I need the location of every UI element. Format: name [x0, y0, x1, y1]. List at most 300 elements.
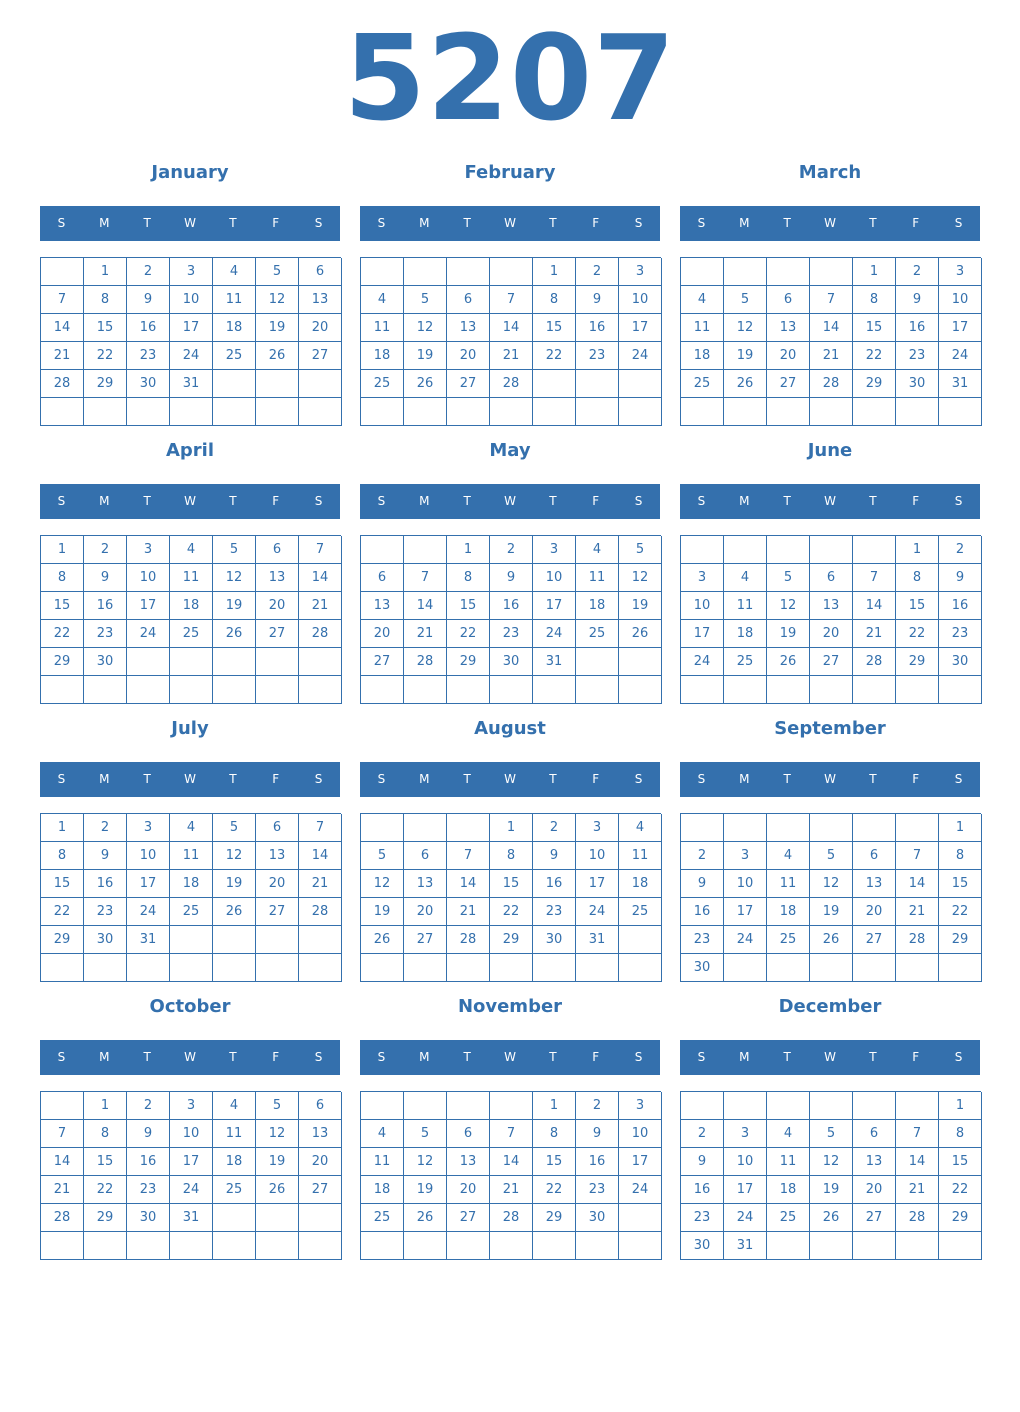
day-cell[interactable]: 21: [447, 898, 490, 926]
day-cell[interactable]: 3: [533, 536, 576, 564]
day-cell[interactable]: 15: [533, 1148, 576, 1176]
day-cell[interactable]: 18: [767, 898, 810, 926]
day-cell[interactable]: 4: [576, 536, 619, 564]
day-cell[interactable]: 8: [939, 1120, 982, 1148]
day-cell[interactable]: 27: [299, 342, 342, 370]
day-cell[interactable]: 18: [681, 342, 724, 370]
day-cell[interactable]: 28: [41, 1204, 84, 1232]
day-cell[interactable]: 25: [361, 1204, 404, 1232]
day-cell[interactable]: 31: [170, 370, 213, 398]
day-cell[interactable]: 26: [361, 926, 404, 954]
day-cell[interactable]: 7: [896, 842, 939, 870]
day-cell[interactable]: 9: [896, 286, 939, 314]
day-cell[interactable]: 7: [41, 1120, 84, 1148]
day-cell[interactable]: 9: [127, 1120, 170, 1148]
day-cell[interactable]: 17: [724, 898, 767, 926]
day-cell[interactable]: 30: [490, 648, 533, 676]
day-cell[interactable]: 10: [127, 842, 170, 870]
day-cell[interactable]: 7: [810, 286, 853, 314]
day-cell[interactable]: 21: [896, 898, 939, 926]
day-cell[interactable]: 3: [619, 258, 662, 286]
day-cell[interactable]: 8: [896, 564, 939, 592]
day-cell[interactable]: 23: [576, 1176, 619, 1204]
day-cell[interactable]: 2: [127, 1092, 170, 1120]
day-cell[interactable]: 15: [533, 314, 576, 342]
day-cell[interactable]: 12: [724, 314, 767, 342]
day-cell[interactable]: 4: [361, 286, 404, 314]
day-cell[interactable]: 11: [681, 314, 724, 342]
day-cell[interactable]: 28: [41, 370, 84, 398]
day-cell[interactable]: 15: [939, 870, 982, 898]
day-cell[interactable]: 31: [127, 926, 170, 954]
day-cell[interactable]: 6: [447, 286, 490, 314]
day-cell[interactable]: 26: [256, 342, 299, 370]
day-cell[interactable]: 18: [619, 870, 662, 898]
day-cell[interactable]: 1: [853, 258, 896, 286]
day-cell[interactable]: 9: [533, 842, 576, 870]
day-cell[interactable]: 13: [810, 592, 853, 620]
day-cell[interactable]: 22: [896, 620, 939, 648]
day-cell[interactable]: 7: [490, 286, 533, 314]
day-cell[interactable]: 25: [767, 926, 810, 954]
day-cell[interactable]: 6: [447, 1120, 490, 1148]
day-cell[interactable]: 28: [896, 1204, 939, 1232]
day-cell[interactable]: 6: [361, 564, 404, 592]
day-cell[interactable]: 13: [853, 1148, 896, 1176]
day-cell[interactable]: 27: [767, 370, 810, 398]
day-cell[interactable]: 24: [576, 898, 619, 926]
day-cell[interactable]: 29: [490, 926, 533, 954]
day-cell[interactable]: 23: [533, 898, 576, 926]
day-cell[interactable]: 14: [447, 870, 490, 898]
day-cell[interactable]: 16: [533, 870, 576, 898]
day-cell[interactable]: 19: [256, 1148, 299, 1176]
day-cell[interactable]: 19: [213, 870, 256, 898]
day-cell[interactable]: 27: [447, 370, 490, 398]
day-cell[interactable]: 23: [681, 926, 724, 954]
day-cell[interactable]: 5: [213, 814, 256, 842]
day-cell[interactable]: 20: [299, 1148, 342, 1176]
day-cell[interactable]: 9: [127, 286, 170, 314]
day-cell[interactable]: 13: [256, 842, 299, 870]
day-cell[interactable]: 28: [404, 648, 447, 676]
day-cell[interactable]: 3: [681, 564, 724, 592]
day-cell[interactable]: 10: [170, 1120, 213, 1148]
day-cell[interactable]: 6: [404, 842, 447, 870]
day-cell[interactable]: 16: [84, 592, 127, 620]
day-cell[interactable]: 1: [490, 814, 533, 842]
day-cell[interactable]: 25: [576, 620, 619, 648]
day-cell[interactable]: 3: [127, 536, 170, 564]
day-cell[interactable]: 10: [576, 842, 619, 870]
day-cell[interactable]: 8: [41, 842, 84, 870]
day-cell[interactable]: 16: [681, 898, 724, 926]
day-cell[interactable]: 15: [447, 592, 490, 620]
day-cell[interactable]: 3: [170, 1092, 213, 1120]
day-cell[interactable]: 19: [404, 1176, 447, 1204]
day-cell[interactable]: 29: [84, 1204, 127, 1232]
day-cell[interactable]: 28: [447, 926, 490, 954]
day-cell[interactable]: 9: [576, 286, 619, 314]
day-cell[interactable]: 7: [490, 1120, 533, 1148]
day-cell[interactable]: 12: [767, 592, 810, 620]
day-cell[interactable]: 11: [767, 1148, 810, 1176]
day-cell[interactable]: 14: [490, 1148, 533, 1176]
day-cell[interactable]: 13: [299, 286, 342, 314]
day-cell[interactable]: 27: [299, 1176, 342, 1204]
day-cell[interactable]: 10: [619, 1120, 662, 1148]
day-cell[interactable]: 10: [724, 870, 767, 898]
day-cell[interactable]: 8: [41, 564, 84, 592]
day-cell[interactable]: 9: [84, 564, 127, 592]
day-cell[interactable]: 1: [939, 1092, 982, 1120]
day-cell[interactable]: 29: [853, 370, 896, 398]
day-cell[interactable]: 26: [404, 1204, 447, 1232]
day-cell[interactable]: 31: [170, 1204, 213, 1232]
day-cell[interactable]: 17: [681, 620, 724, 648]
day-cell[interactable]: 9: [576, 1120, 619, 1148]
day-cell[interactable]: 30: [127, 370, 170, 398]
day-cell[interactable]: 4: [170, 536, 213, 564]
day-cell[interactable]: 21: [299, 592, 342, 620]
day-cell[interactable]: 1: [533, 258, 576, 286]
day-cell[interactable]: 10: [939, 286, 982, 314]
day-cell[interactable]: 30: [127, 1204, 170, 1232]
day-cell[interactable]: 14: [896, 1148, 939, 1176]
day-cell[interactable]: 28: [490, 1204, 533, 1232]
day-cell[interactable]: 28: [853, 648, 896, 676]
day-cell[interactable]: 30: [576, 1204, 619, 1232]
day-cell[interactable]: 22: [84, 342, 127, 370]
day-cell[interactable]: 3: [170, 258, 213, 286]
day-cell[interactable]: 13: [853, 870, 896, 898]
day-cell[interactable]: 15: [84, 314, 127, 342]
day-cell[interactable]: 22: [447, 620, 490, 648]
day-cell[interactable]: 22: [939, 1176, 982, 1204]
day-cell[interactable]: 19: [256, 314, 299, 342]
day-cell[interactable]: 29: [533, 1204, 576, 1232]
day-cell[interactable]: 6: [810, 564, 853, 592]
day-cell[interactable]: 7: [41, 286, 84, 314]
day-cell[interactable]: 26: [619, 620, 662, 648]
day-cell[interactable]: 4: [681, 286, 724, 314]
day-cell[interactable]: 13: [299, 1120, 342, 1148]
day-cell[interactable]: 16: [681, 1176, 724, 1204]
day-cell[interactable]: 22: [41, 898, 84, 926]
day-cell[interactable]: 26: [810, 1204, 853, 1232]
day-cell[interactable]: 6: [853, 1120, 896, 1148]
day-cell[interactable]: 21: [404, 620, 447, 648]
day-cell[interactable]: 5: [724, 286, 767, 314]
day-cell[interactable]: 11: [213, 286, 256, 314]
day-cell[interactable]: 20: [853, 898, 896, 926]
day-cell[interactable]: 11: [170, 564, 213, 592]
day-cell[interactable]: 12: [810, 870, 853, 898]
day-cell[interactable]: 14: [299, 564, 342, 592]
day-cell[interactable]: 31: [939, 370, 982, 398]
day-cell[interactable]: 10: [127, 564, 170, 592]
day-cell[interactable]: 14: [490, 314, 533, 342]
day-cell[interactable]: 20: [256, 592, 299, 620]
day-cell[interactable]: 6: [256, 536, 299, 564]
day-cell[interactable]: 11: [213, 1120, 256, 1148]
day-cell[interactable]: 13: [447, 314, 490, 342]
day-cell[interactable]: 1: [939, 814, 982, 842]
day-cell[interactable]: 14: [896, 870, 939, 898]
day-cell[interactable]: 31: [724, 1232, 767, 1260]
day-cell[interactable]: 23: [127, 342, 170, 370]
day-cell[interactable]: 11: [361, 314, 404, 342]
day-cell[interactable]: 22: [533, 342, 576, 370]
day-cell[interactable]: 8: [853, 286, 896, 314]
day-cell[interactable]: 7: [299, 536, 342, 564]
day-cell[interactable]: 22: [853, 342, 896, 370]
day-cell[interactable]: 21: [810, 342, 853, 370]
day-cell[interactable]: 17: [939, 314, 982, 342]
day-cell[interactable]: 31: [533, 648, 576, 676]
day-cell[interactable]: 20: [810, 620, 853, 648]
day-cell[interactable]: 7: [404, 564, 447, 592]
day-cell[interactable]: 25: [213, 342, 256, 370]
day-cell[interactable]: 24: [939, 342, 982, 370]
day-cell[interactable]: 19: [213, 592, 256, 620]
day-cell[interactable]: 5: [810, 1120, 853, 1148]
day-cell[interactable]: 18: [576, 592, 619, 620]
day-cell[interactable]: 5: [404, 286, 447, 314]
day-cell[interactable]: 5: [810, 842, 853, 870]
day-cell[interactable]: 5: [213, 536, 256, 564]
day-cell[interactable]: 17: [127, 592, 170, 620]
day-cell[interactable]: 6: [767, 286, 810, 314]
day-cell[interactable]: 8: [84, 286, 127, 314]
day-cell[interactable]: 14: [299, 842, 342, 870]
day-cell[interactable]: 16: [576, 314, 619, 342]
day-cell[interactable]: 19: [724, 342, 767, 370]
day-cell[interactable]: 27: [256, 898, 299, 926]
day-cell[interactable]: 11: [619, 842, 662, 870]
day-cell[interactable]: 23: [84, 620, 127, 648]
day-cell[interactable]: 25: [213, 1176, 256, 1204]
day-cell[interactable]: 16: [127, 1148, 170, 1176]
day-cell[interactable]: 28: [810, 370, 853, 398]
day-cell[interactable]: 17: [619, 1148, 662, 1176]
day-cell[interactable]: 13: [361, 592, 404, 620]
day-cell[interactable]: 18: [724, 620, 767, 648]
day-cell[interactable]: 3: [619, 1092, 662, 1120]
day-cell[interactable]: 23: [84, 898, 127, 926]
day-cell[interactable]: 16: [127, 314, 170, 342]
day-cell[interactable]: 19: [404, 342, 447, 370]
day-cell[interactable]: 4: [170, 814, 213, 842]
day-cell[interactable]: 19: [767, 620, 810, 648]
day-cell[interactable]: 24: [533, 620, 576, 648]
day-cell[interactable]: 7: [853, 564, 896, 592]
day-cell[interactable]: 1: [41, 814, 84, 842]
day-cell[interactable]: 27: [404, 926, 447, 954]
day-cell[interactable]: 5: [361, 842, 404, 870]
day-cell[interactable]: 9: [681, 1148, 724, 1176]
day-cell[interactable]: 2: [681, 842, 724, 870]
day-cell[interactable]: 13: [767, 314, 810, 342]
day-cell[interactable]: 1: [84, 258, 127, 286]
day-cell[interactable]: 24: [170, 342, 213, 370]
day-cell[interactable]: 14: [853, 592, 896, 620]
day-cell[interactable]: 12: [810, 1148, 853, 1176]
day-cell[interactable]: 15: [490, 870, 533, 898]
day-cell[interactable]: 25: [170, 620, 213, 648]
day-cell[interactable]: 28: [299, 620, 342, 648]
day-cell[interactable]: 9: [490, 564, 533, 592]
day-cell[interactable]: 23: [896, 342, 939, 370]
day-cell[interactable]: 12: [256, 1120, 299, 1148]
day-cell[interactable]: 24: [127, 898, 170, 926]
day-cell[interactable]: 23: [490, 620, 533, 648]
day-cell[interactable]: 15: [84, 1148, 127, 1176]
day-cell[interactable]: 28: [490, 370, 533, 398]
day-cell[interactable]: 26: [213, 898, 256, 926]
day-cell[interactable]: 9: [84, 842, 127, 870]
day-cell[interactable]: 5: [256, 1092, 299, 1120]
day-cell[interactable]: 17: [576, 870, 619, 898]
day-cell[interactable]: 25: [681, 370, 724, 398]
day-cell[interactable]: 21: [896, 1176, 939, 1204]
day-cell[interactable]: 17: [724, 1176, 767, 1204]
day-cell[interactable]: 2: [127, 258, 170, 286]
day-cell[interactable]: 4: [213, 258, 256, 286]
day-cell[interactable]: 16: [490, 592, 533, 620]
day-cell[interactable]: 2: [576, 258, 619, 286]
day-cell[interactable]: 23: [939, 620, 982, 648]
day-cell[interactable]: 18: [361, 1176, 404, 1204]
day-cell[interactable]: 8: [490, 842, 533, 870]
day-cell[interactable]: 18: [170, 592, 213, 620]
day-cell[interactable]: 25: [724, 648, 767, 676]
day-cell[interactable]: 7: [896, 1120, 939, 1148]
day-cell[interactable]: 15: [939, 1148, 982, 1176]
day-cell[interactable]: 29: [939, 1204, 982, 1232]
day-cell[interactable]: 17: [170, 1148, 213, 1176]
day-cell[interactable]: 3: [939, 258, 982, 286]
day-cell[interactable]: 2: [490, 536, 533, 564]
day-cell[interactable]: 10: [170, 286, 213, 314]
day-cell[interactable]: 2: [939, 536, 982, 564]
day-cell[interactable]: 12: [213, 564, 256, 592]
day-cell[interactable]: 2: [896, 258, 939, 286]
day-cell[interactable]: 3: [724, 842, 767, 870]
day-cell[interactable]: 26: [213, 620, 256, 648]
day-cell[interactable]: 7: [299, 814, 342, 842]
day-cell[interactable]: 13: [404, 870, 447, 898]
day-cell[interactable]: 1: [533, 1092, 576, 1120]
day-cell[interactable]: 21: [853, 620, 896, 648]
day-cell[interactable]: 23: [127, 1176, 170, 1204]
day-cell[interactable]: 20: [767, 342, 810, 370]
day-cell[interactable]: 28: [896, 926, 939, 954]
day-cell[interactable]: 10: [724, 1148, 767, 1176]
day-cell[interactable]: 14: [41, 314, 84, 342]
day-cell[interactable]: 30: [939, 648, 982, 676]
day-cell[interactable]: 21: [299, 870, 342, 898]
day-cell[interactable]: 29: [41, 926, 84, 954]
day-cell[interactable]: 29: [896, 648, 939, 676]
day-cell[interactable]: 22: [490, 898, 533, 926]
day-cell[interactable]: 6: [299, 1092, 342, 1120]
day-cell[interactable]: 22: [533, 1176, 576, 1204]
day-cell[interactable]: 8: [533, 1120, 576, 1148]
day-cell[interactable]: 4: [767, 842, 810, 870]
day-cell[interactable]: 30: [681, 954, 724, 982]
day-cell[interactable]: 10: [533, 564, 576, 592]
day-cell[interactable]: 14: [41, 1148, 84, 1176]
day-cell[interactable]: 23: [576, 342, 619, 370]
day-cell[interactable]: 11: [170, 842, 213, 870]
day-cell[interactable]: 20: [299, 314, 342, 342]
day-cell[interactable]: 1: [41, 536, 84, 564]
day-cell[interactable]: 14: [404, 592, 447, 620]
day-cell[interactable]: 4: [767, 1120, 810, 1148]
day-cell[interactable]: 27: [853, 926, 896, 954]
day-cell[interactable]: 22: [84, 1176, 127, 1204]
day-cell[interactable]: 20: [256, 870, 299, 898]
day-cell[interactable]: 17: [170, 314, 213, 342]
day-cell[interactable]: 17: [127, 870, 170, 898]
day-cell[interactable]: 15: [853, 314, 896, 342]
day-cell[interactable]: 8: [939, 842, 982, 870]
day-cell[interactable]: 18: [361, 342, 404, 370]
day-cell[interactable]: 3: [724, 1120, 767, 1148]
day-cell[interactable]: 12: [619, 564, 662, 592]
day-cell[interactable]: 18: [170, 870, 213, 898]
day-cell[interactable]: 29: [447, 648, 490, 676]
day-cell[interactable]: 25: [361, 370, 404, 398]
day-cell[interactable]: 21: [41, 1176, 84, 1204]
day-cell[interactable]: 21: [490, 342, 533, 370]
day-cell[interactable]: 1: [447, 536, 490, 564]
day-cell[interactable]: 5: [256, 258, 299, 286]
day-cell[interactable]: 27: [853, 1204, 896, 1232]
day-cell[interactable]: 24: [619, 1176, 662, 1204]
day-cell[interactable]: 22: [939, 898, 982, 926]
day-cell[interactable]: 8: [533, 286, 576, 314]
day-cell[interactable]: 21: [490, 1176, 533, 1204]
day-cell[interactable]: 9: [681, 870, 724, 898]
day-cell[interactable]: 19: [361, 898, 404, 926]
day-cell[interactable]: 15: [41, 592, 84, 620]
day-cell[interactable]: 25: [619, 898, 662, 926]
day-cell[interactable]: 11: [576, 564, 619, 592]
day-cell[interactable]: 20: [404, 898, 447, 926]
day-cell[interactable]: 12: [213, 842, 256, 870]
day-cell[interactable]: 5: [619, 536, 662, 564]
day-cell[interactable]: 30: [681, 1232, 724, 1260]
day-cell[interactable]: 4: [724, 564, 767, 592]
day-cell[interactable]: 4: [213, 1092, 256, 1120]
day-cell[interactable]: 12: [256, 286, 299, 314]
day-cell[interactable]: 8: [84, 1120, 127, 1148]
day-cell[interactable]: 12: [404, 314, 447, 342]
day-cell[interactable]: 18: [213, 1148, 256, 1176]
day-cell[interactable]: 26: [256, 1176, 299, 1204]
day-cell[interactable]: 27: [810, 648, 853, 676]
day-cell[interactable]: 5: [767, 564, 810, 592]
day-cell[interactable]: 16: [896, 314, 939, 342]
day-cell[interactable]: 2: [84, 814, 127, 842]
day-cell[interactable]: 18: [213, 314, 256, 342]
day-cell[interactable]: 27: [447, 1204, 490, 1232]
day-cell[interactable]: 7: [447, 842, 490, 870]
day-cell[interactable]: 19: [619, 592, 662, 620]
day-cell[interactable]: 2: [84, 536, 127, 564]
